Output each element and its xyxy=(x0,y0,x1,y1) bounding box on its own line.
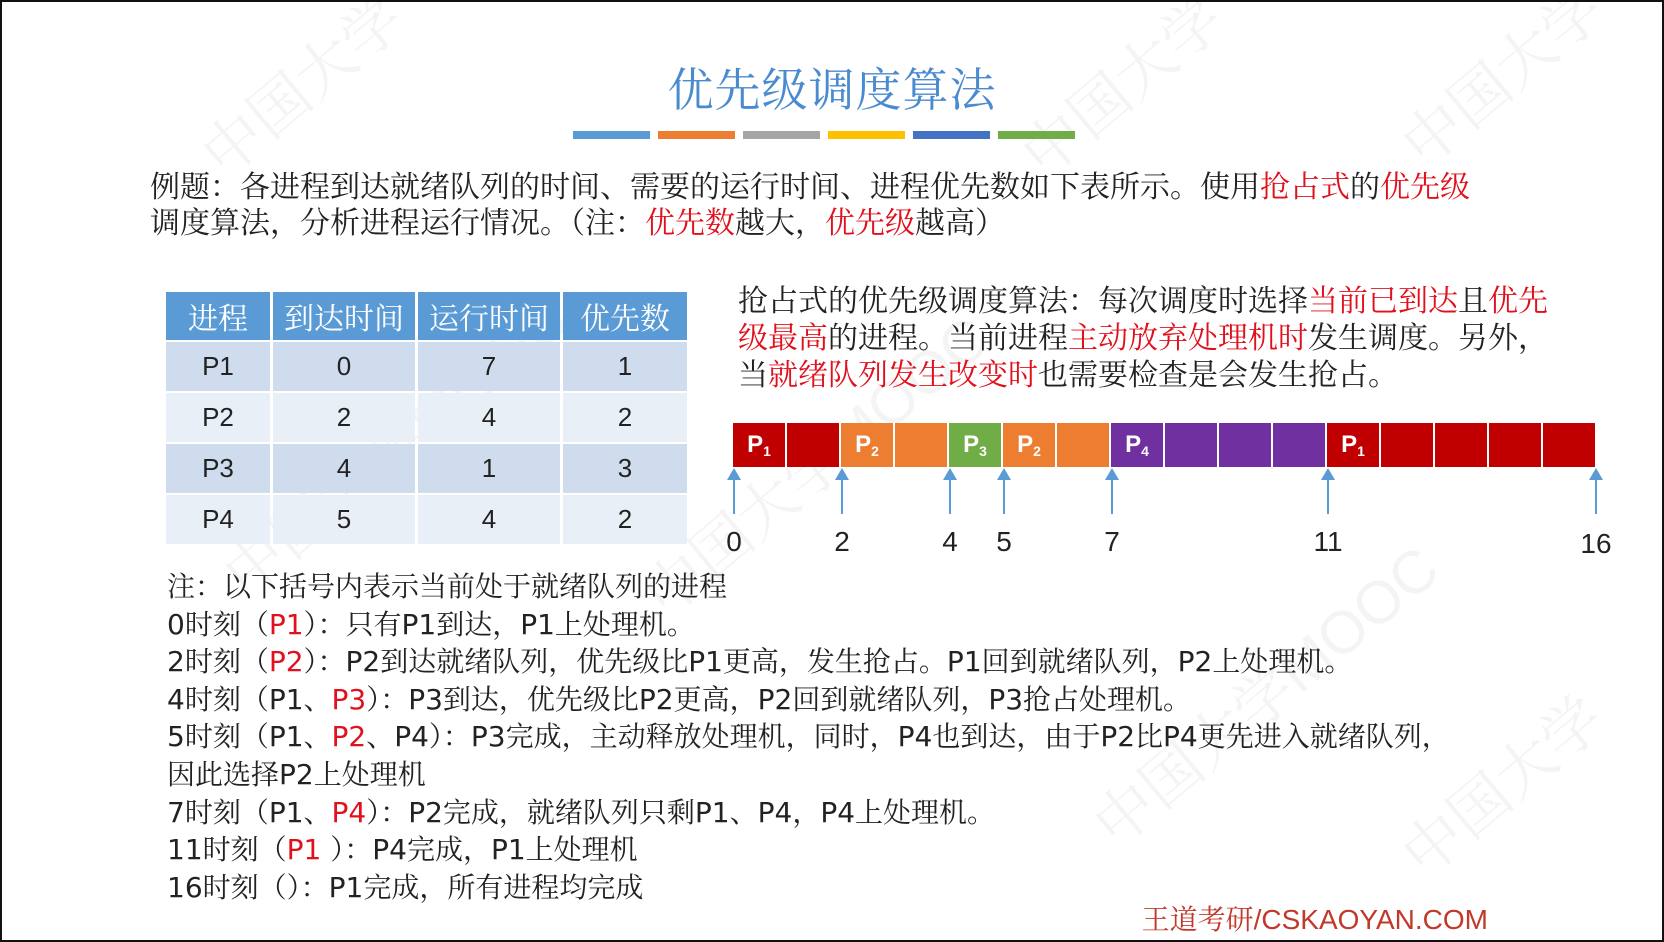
table-row xyxy=(166,495,687,544)
table-cell: P1 xyxy=(166,342,270,391)
note-line: 因此选择P2上处理机 xyxy=(167,757,426,791)
note-text: 、P4）：P3完成，主动释放处理机，同时，P4也到达，由于P2比P4更先进入就绪队列， xyxy=(366,720,1450,754)
intro-text: 越高） xyxy=(915,206,1005,241)
desc-highlight: 当前已到达 xyxy=(1308,284,1458,319)
note-line xyxy=(167,606,1450,644)
timeline-arrow xyxy=(1003,478,1005,514)
process-table xyxy=(163,290,690,546)
gantt-cell-subscript: 1 xyxy=(1357,443,1365,459)
timeline-arrow xyxy=(1327,478,1329,514)
notes-heading: 注：以下括号内表示当前处于就绪队列的进程 xyxy=(167,570,728,603)
note-text: ）：P2到达就绪队列，优先级比P1更高，发生抢占。P1回到就绪队列，P2上处理机。 xyxy=(303,645,1353,679)
timeline-arrow xyxy=(1111,478,1113,514)
note-text: 2时刻（ xyxy=(167,645,269,679)
table-cell: P4 xyxy=(166,495,270,544)
table-header: 进程 xyxy=(166,292,270,340)
gantt-cell xyxy=(1381,423,1435,467)
table-cell: 2 xyxy=(563,393,687,442)
gantt-cell-label: $P_4$ xyxy=(1125,431,1149,459)
desc-text: 的进程。当前进程 xyxy=(828,321,1068,356)
table-cell: 5 xyxy=(273,495,415,544)
note-text: 0时刻（ xyxy=(167,607,269,641)
timeline-tick-label: 0 xyxy=(726,526,742,557)
algorithm-description xyxy=(738,283,1548,394)
table-header-row xyxy=(166,292,687,340)
table-header: 到达时间 xyxy=(273,292,415,340)
note-line xyxy=(167,718,1450,756)
gantt-cell xyxy=(1543,423,1595,467)
gantt-cell xyxy=(841,423,895,467)
table-header: 优先数 xyxy=(563,292,687,340)
note-line xyxy=(167,831,1450,869)
note-text: ）：P4完成，P1上处理机 xyxy=(330,833,638,867)
note-text: 7时刻（P1、 xyxy=(167,795,332,829)
note-text: ）：P3到达，优先级比P2更高，P2回到就绪队列，P3抢占处理机。 xyxy=(366,682,1192,716)
gantt-cell xyxy=(1057,423,1111,467)
table-header: 运行时间 xyxy=(418,292,560,340)
intro-highlight: 优先级 xyxy=(1380,170,1470,205)
table-cell: 4 xyxy=(273,444,415,493)
accent-segment xyxy=(658,131,735,139)
gantt-cell xyxy=(949,423,1003,467)
table-cell: 1 xyxy=(563,342,687,391)
table-row xyxy=(166,444,687,493)
timeline-tick-label: 5 xyxy=(996,526,1012,557)
timeline-arrow xyxy=(841,478,843,514)
table-cell: 1 xyxy=(418,444,560,493)
brand-footer: 王道考研/CSKAOYAN.COM xyxy=(1141,904,1488,935)
gantt-cell xyxy=(787,423,841,467)
table-cell: P2 xyxy=(166,393,270,442)
gantt-cell-subscript: 1 xyxy=(763,443,771,459)
timeline-tick-label: 2 xyxy=(834,526,850,557)
accent-segment xyxy=(913,131,990,139)
note-highlight: P3 xyxy=(331,682,367,716)
desc-text: 且 xyxy=(1458,284,1488,319)
gantt-chart xyxy=(733,423,1595,467)
timeline-tick-label: 16 xyxy=(1580,528,1612,559)
note-highlight: P2 xyxy=(331,720,367,754)
timeline-arrow xyxy=(733,478,735,514)
gantt-cell xyxy=(1273,423,1327,467)
table-cell: 7 xyxy=(418,342,560,391)
gantt-cell-subscript: 3 xyxy=(979,443,987,459)
intro-highlight: 抢占式 xyxy=(1260,170,1350,205)
accent-segment xyxy=(828,131,905,139)
note-line xyxy=(167,643,1450,681)
desc-text: 发生调度。另外，当 xyxy=(738,321,1548,393)
gantt-cell xyxy=(1219,423,1273,467)
accent-color-bar xyxy=(573,131,1075,139)
accent-segment xyxy=(743,131,820,139)
table-cell: 4 xyxy=(418,393,560,442)
timeline-tick-label: 4 xyxy=(942,526,958,557)
gantt-cell-label: $P_2$ xyxy=(855,431,879,459)
gantt-cell-label: $P_1$ xyxy=(747,431,771,459)
accent-segment xyxy=(998,131,1075,139)
gantt-cell xyxy=(1489,423,1543,467)
note-highlight: P1 xyxy=(286,833,331,867)
gantt-cell xyxy=(733,423,787,467)
desc-text: 也需要检查是会发生抢占。 xyxy=(1038,358,1398,393)
timeline-tick-label: 7 xyxy=(1104,526,1120,557)
intro-highlight: 优先级 xyxy=(825,206,915,241)
gantt-cell xyxy=(1165,423,1219,467)
intro-text: 的 xyxy=(1350,170,1380,205)
table-cell: 0 xyxy=(273,342,415,391)
slide-title: 优先级调度算法 xyxy=(667,63,997,117)
gantt-cell xyxy=(1003,423,1057,467)
table-cell: 2 xyxy=(563,495,687,544)
gantt-cell-label: $P_1$ xyxy=(1341,431,1365,459)
gantt-cell xyxy=(1327,423,1381,467)
note-text: ）：P2完成，就绪队列只剩P1、P4，P4上处理机。 xyxy=(366,795,996,829)
accent-segment xyxy=(573,131,650,139)
timeline-tick-label: 11 xyxy=(1313,526,1343,557)
note-line xyxy=(167,794,1450,832)
note-line xyxy=(167,681,1450,719)
table-cell: 3 xyxy=(563,444,687,493)
intro-highlight: 优先数 xyxy=(645,206,735,241)
notes-block xyxy=(167,568,1450,906)
gantt-cell-subscript: 2 xyxy=(871,443,879,459)
note-highlight: P2 xyxy=(268,645,304,679)
note-text: 5时刻（P1、 xyxy=(167,720,332,754)
intro-paragraph xyxy=(150,170,1550,242)
table-cell: 2 xyxy=(273,393,415,442)
note-text: ）：只有P1到达，P1上处理机。 xyxy=(303,607,695,641)
note-line: 16时刻（）：P1完成，所有进程均完成 xyxy=(167,870,644,904)
table-cell: P3 xyxy=(166,444,270,493)
gantt-cell xyxy=(1435,423,1489,467)
gantt-cell-subscript: 4 xyxy=(1141,443,1149,459)
gantt-cell-label: $P_2$ xyxy=(1017,431,1041,459)
note-text: 11时刻（ xyxy=(167,833,287,867)
note-highlight: P4 xyxy=(331,795,367,829)
gantt-cell xyxy=(895,423,949,467)
intro-text: 例题：各进程到达就绪队列的时间、需要的运行时间、进程优先数如下表所示。使用 xyxy=(150,170,1260,205)
table-row xyxy=(166,342,687,391)
note-text: 4时刻（P1、 xyxy=(167,682,332,716)
gantt-cell xyxy=(1111,423,1165,467)
timeline-arrow xyxy=(1595,478,1597,514)
desc-highlight: 优先级最高 xyxy=(738,284,1548,356)
table-cell: 4 xyxy=(418,495,560,544)
table-row xyxy=(166,393,687,442)
desc-text: 抢占式的优先级调度算法：每次调度时选择 xyxy=(738,284,1308,319)
note-highlight: P1 xyxy=(268,607,304,641)
timeline-arrow xyxy=(949,478,951,514)
desc-highlight: 就绪队列发生改变时 xyxy=(768,358,1038,393)
gantt-cell-label: $P_3$ xyxy=(963,431,987,459)
desc-highlight: 主动放弃处理机时 xyxy=(1068,321,1308,356)
gantt-cell-subscript: 2 xyxy=(1033,443,1041,459)
intro-text: 调度算法，分析进程运行情况。（注： xyxy=(150,206,645,241)
intro-text: 越大， xyxy=(735,206,825,241)
